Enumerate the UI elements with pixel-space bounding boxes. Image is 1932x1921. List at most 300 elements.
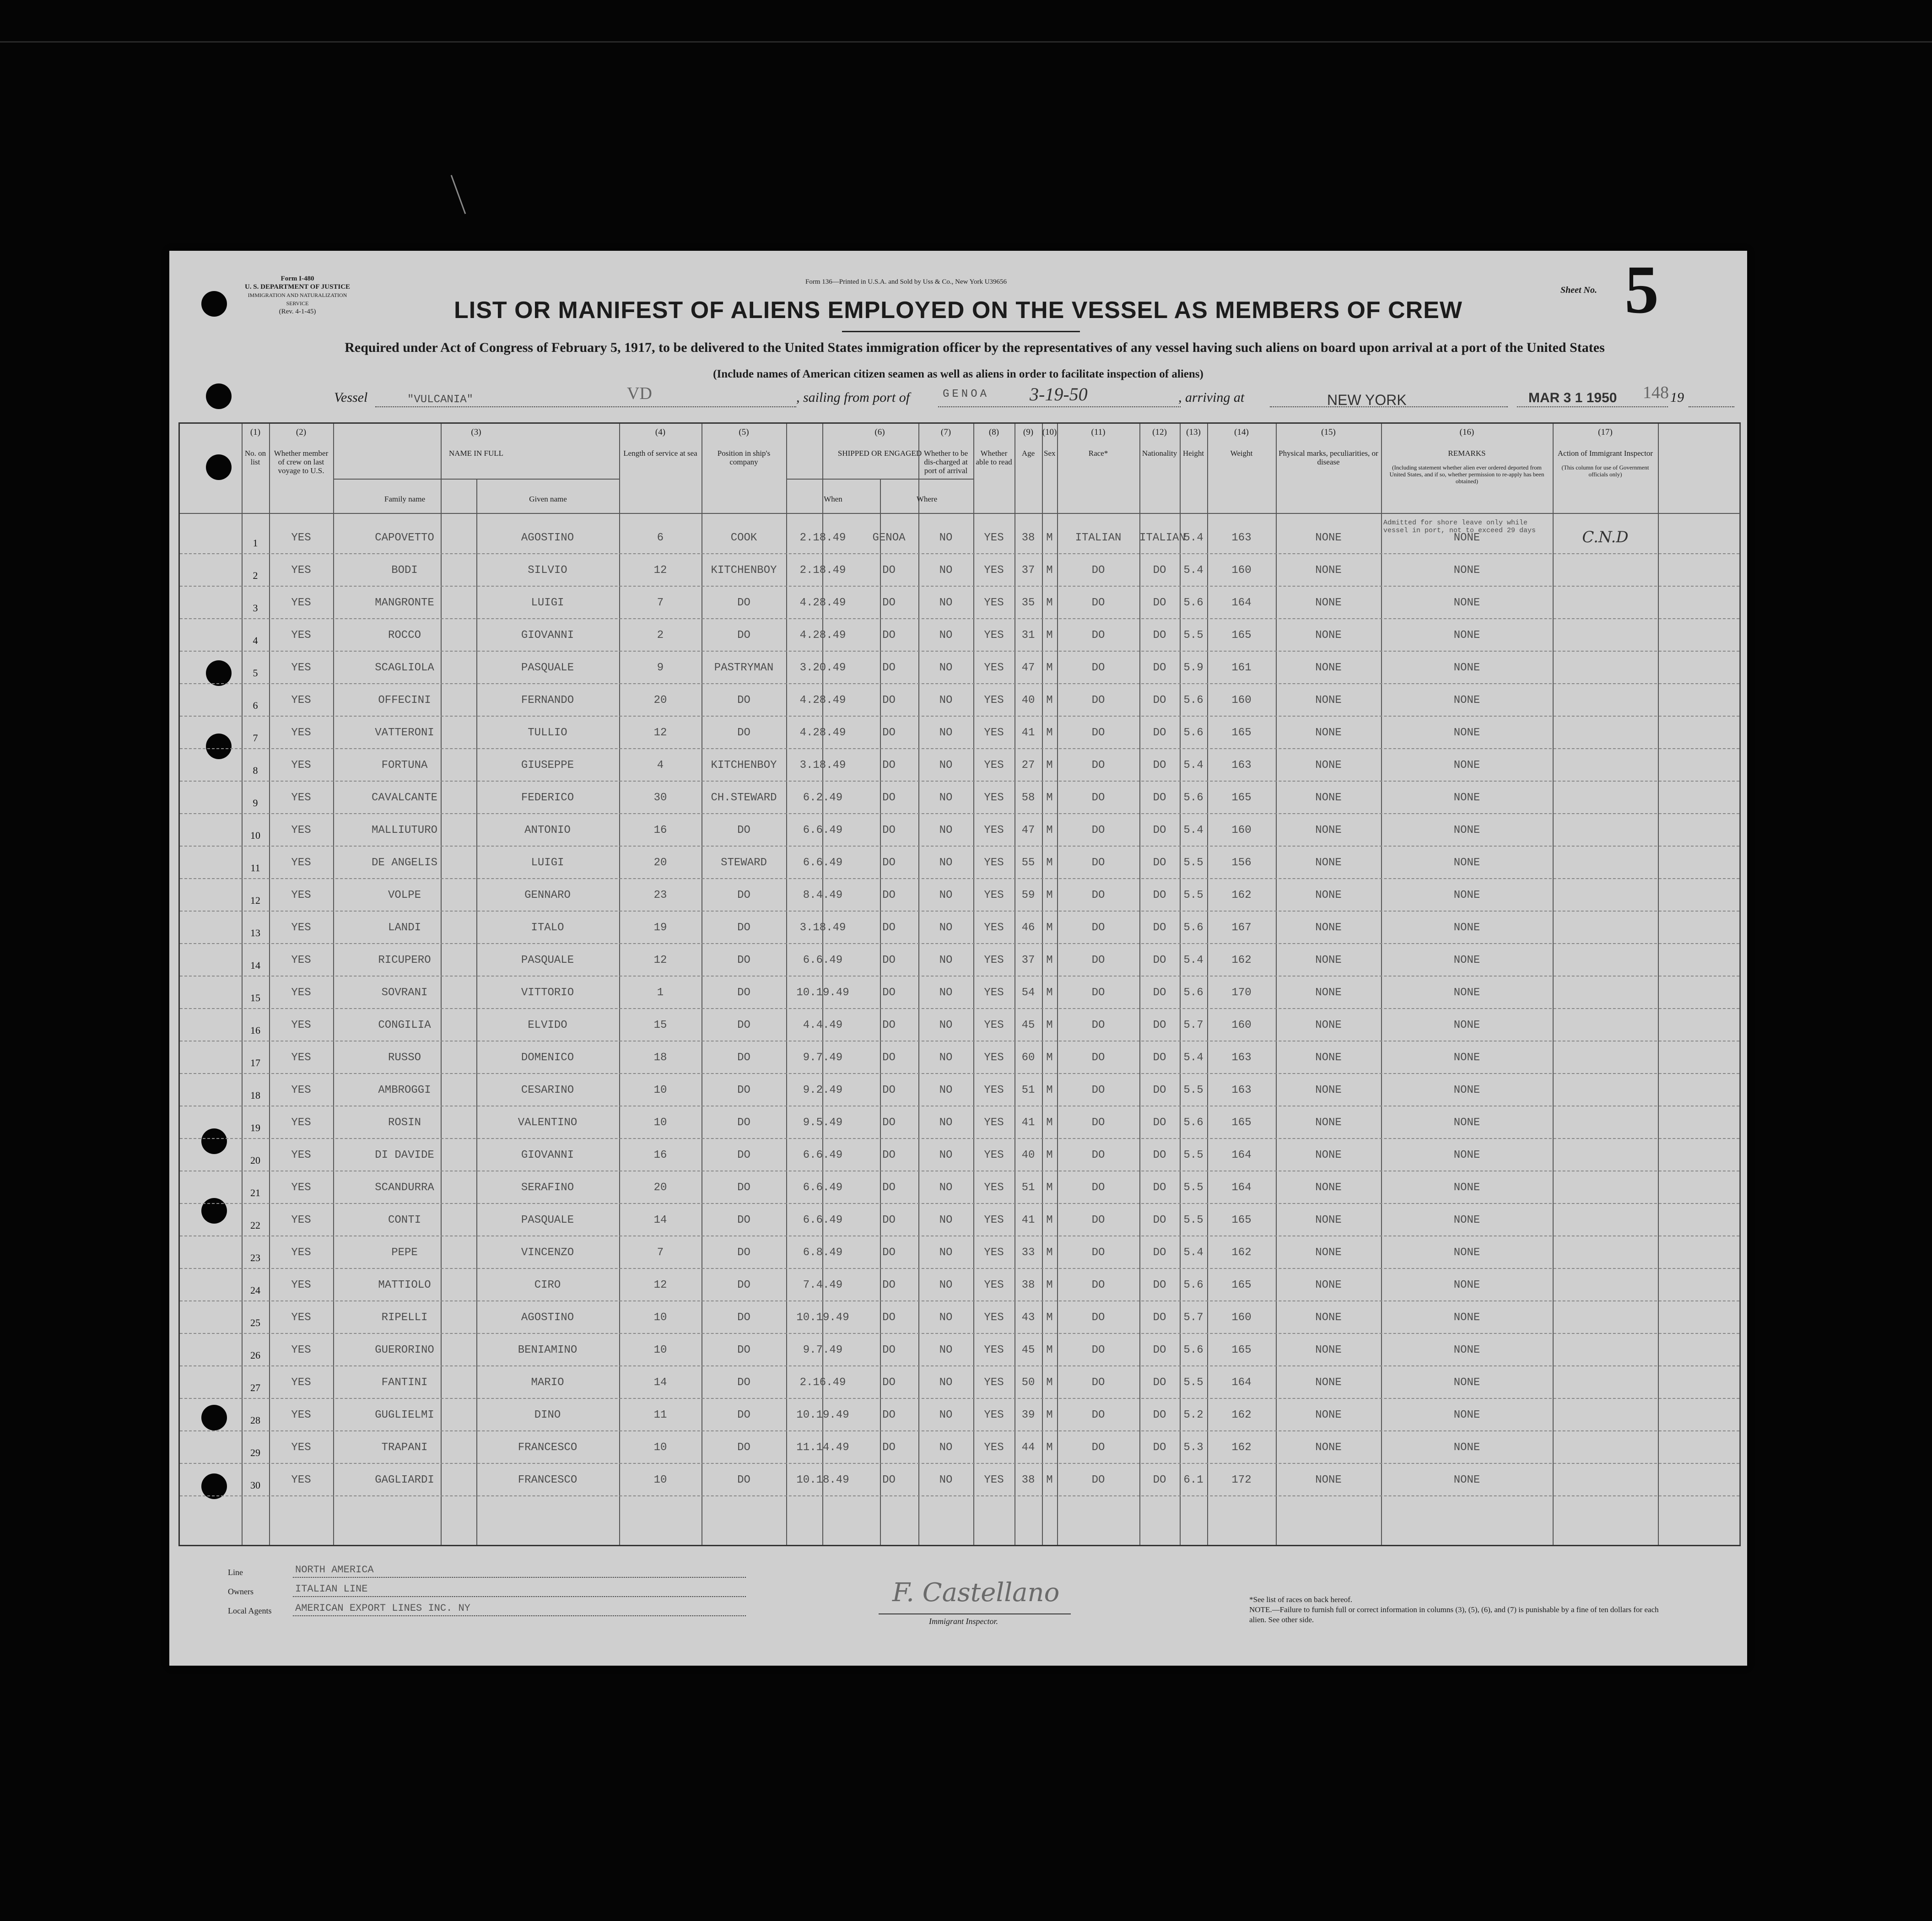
cell-height: 5.5 — [1183, 889, 1203, 901]
cell-prev: YES — [291, 889, 311, 901]
cell-race: DO — [1091, 694, 1105, 707]
cell-remarks: NONE — [1453, 1279, 1480, 1291]
cell-disch: NO — [939, 532, 953, 544]
cell-family: MATTIOLO — [378, 1279, 431, 1291]
column-number: (15) — [1321, 427, 1336, 437]
page-number: 148 — [1643, 383, 1669, 402]
cell-given: LUIGI — [531, 857, 564, 869]
cell-nat: DO — [1153, 759, 1166, 772]
cell-when: 11.14.49 — [796, 1441, 849, 1454]
cell-weight: 165 — [1231, 727, 1252, 739]
cell-nat: DO — [1153, 1214, 1166, 1226]
cell-sex: M — [1046, 694, 1053, 707]
cell-marks: NONE — [1315, 792, 1342, 804]
cell-prev: YES — [291, 662, 311, 674]
cell-position: DO — [737, 1279, 750, 1291]
cell-age: 50 — [1021, 1376, 1035, 1389]
column-header: Length of service at sea — [623, 449, 697, 458]
cell-remarks: NONE — [1453, 597, 1480, 609]
cell-no: 8 — [253, 765, 258, 776]
cell-given: BENIAMINO — [518, 1344, 577, 1356]
cell-remarks: NONE — [1453, 694, 1480, 707]
cell-read: YES — [984, 954, 1004, 966]
cell-sex: M — [1046, 1084, 1053, 1096]
cell-race: DO — [1091, 792, 1105, 804]
cell-sex: M — [1046, 792, 1053, 804]
cell-where: DO — [882, 1117, 896, 1129]
cell-position: DO — [737, 889, 750, 901]
cell-family: DE ANGELIS — [371, 857, 438, 869]
cell-age: 33 — [1021, 1246, 1035, 1259]
cell-age: 45 — [1021, 1019, 1035, 1031]
cell-nat: DO — [1153, 1409, 1166, 1421]
cell-sex: M — [1046, 629, 1053, 642]
cell-height: 5.4 — [1183, 564, 1203, 577]
cell-remarks: NONE — [1453, 1441, 1480, 1454]
cell-no: 6 — [253, 700, 258, 711]
cell-nat: DO — [1153, 824, 1166, 836]
cell-service: 10 — [653, 1117, 667, 1129]
cell-race: DO — [1091, 824, 1105, 836]
cell-where: DO — [882, 1149, 896, 1161]
cell-disch: NO — [939, 1182, 953, 1194]
cell-disch: NO — [939, 857, 953, 869]
cell-height: 5.7 — [1183, 1311, 1203, 1324]
cell-sex: M — [1046, 1376, 1053, 1389]
column-number: (7) — [940, 427, 951, 437]
cell-sex: M — [1046, 889, 1053, 901]
cell-disch: NO — [939, 1019, 953, 1031]
initials-mark: VD — [627, 384, 652, 403]
cell-age: 38 — [1021, 1474, 1035, 1486]
cell-where: DO — [882, 1246, 896, 1259]
cell-given: DINO — [534, 1409, 561, 1421]
cell-height: 5.6 — [1183, 987, 1203, 999]
cell-age: 27 — [1021, 759, 1035, 772]
cell-read: YES — [984, 759, 1004, 772]
cell-read: YES — [984, 694, 1004, 707]
cell-when: 9.7.49 — [803, 1052, 843, 1064]
cell-given: FEDERICO — [521, 792, 574, 804]
cell-sex: M — [1046, 1246, 1053, 1259]
cell-service: 7 — [657, 597, 664, 609]
cell-weight: 167 — [1231, 922, 1252, 934]
cell-sex: M — [1046, 1279, 1053, 1291]
cell-race: DO — [1091, 727, 1105, 739]
cell-nat: DO — [1153, 1246, 1166, 1259]
cell-height: 5.5 — [1183, 629, 1203, 642]
cell-sex: M — [1046, 1474, 1053, 1486]
cell-race: DO — [1091, 1214, 1105, 1226]
cell-age: 51 — [1021, 1084, 1035, 1096]
sheet-number: 5 — [1624, 252, 1659, 328]
crew-table — [178, 422, 1741, 1546]
cell-age: 58 — [1021, 792, 1035, 804]
cell-marks: NONE — [1315, 1279, 1342, 1291]
cell-sex: M — [1046, 1344, 1053, 1356]
cell-when: 2.18.49 — [799, 532, 846, 544]
cell-prev: YES — [291, 1149, 311, 1161]
cell-where: DO — [882, 824, 896, 836]
cell-position: DO — [737, 954, 750, 966]
cell-family: MALLIUTURO — [371, 824, 438, 836]
cell-weight: 164 — [1231, 1149, 1252, 1161]
cell-age: 40 — [1021, 694, 1035, 707]
cell-weight: 164 — [1231, 1182, 1252, 1194]
cell-weight: 160 — [1231, 694, 1252, 707]
cell-service: 16 — [653, 824, 667, 836]
cell-sex: M — [1046, 759, 1053, 772]
cell-family: GUGLIELMI — [375, 1409, 434, 1421]
cell-weight: 165 — [1231, 1117, 1252, 1129]
cell-no: 3 — [253, 602, 258, 614]
cell-family: TRAPANI — [381, 1441, 428, 1454]
cell-when: 6.6.49 — [803, 824, 843, 836]
cell-where: DO — [882, 1311, 896, 1324]
cell-weight: 162 — [1231, 954, 1252, 966]
cell-position: DO — [737, 1246, 750, 1259]
cell-weight: 162 — [1231, 1246, 1252, 1259]
arrival-port: NEW YORK — [1327, 392, 1407, 408]
cell-when: 7.4.49 — [803, 1279, 843, 1291]
cell-age: 51 — [1021, 1182, 1035, 1194]
cell-when: 10.19.49 — [796, 1409, 849, 1421]
cell-service: 20 — [653, 1182, 667, 1194]
cell-weight: 165 — [1231, 792, 1252, 804]
cell-position: DO — [737, 987, 750, 999]
cell-no: 2 — [253, 570, 258, 581]
film-edge — [0, 41, 1932, 43]
cell-read: YES — [984, 629, 1004, 642]
cell-marks: NONE — [1315, 1214, 1342, 1226]
column-number: (11) — [1091, 427, 1106, 437]
column-header: Whether to be dis-charged at port of arrival — [923, 449, 968, 475]
cell-prev: YES — [291, 922, 311, 934]
owners-value: ITALIAN LINE — [295, 1583, 368, 1595]
cell-age: 60 — [1021, 1052, 1035, 1064]
department: U. S. DEPARTMENT OF JUSTICE — [244, 283, 351, 291]
cell-no: 11 — [250, 862, 260, 874]
cell-marks: NONE — [1315, 1409, 1342, 1421]
cell-family: BODI — [391, 564, 418, 577]
cell-where: DO — [882, 1409, 896, 1421]
cell-prev: YES — [291, 532, 311, 544]
cell-given: FRANCESCO — [518, 1441, 577, 1454]
column-header: Position in ship's company — [717, 449, 771, 466]
cell-race: ITALIAN — [1075, 532, 1122, 544]
cell-marks: NONE — [1315, 597, 1342, 609]
cell-no: 19 — [250, 1122, 260, 1133]
cell-no: 29 — [250, 1447, 260, 1458]
cell-prev: YES — [291, 824, 311, 836]
cell-height: 5.5 — [1183, 1214, 1203, 1226]
cell-age: 37 — [1021, 564, 1035, 577]
cell-prev: YES — [291, 1214, 311, 1226]
cell-height: 5.6 — [1183, 727, 1203, 739]
cell-where: DO — [882, 597, 896, 609]
cell-when: 4.28.49 — [799, 629, 846, 642]
cell-age: 37 — [1021, 954, 1035, 966]
cell-read: YES — [984, 987, 1004, 999]
cell-sex: M — [1046, 987, 1053, 999]
inspector-action: C.N.D — [1582, 528, 1629, 546]
cell-nat: DO — [1153, 1441, 1166, 1454]
date-dotline — [1517, 406, 1668, 407]
cell-marks: NONE — [1315, 824, 1342, 836]
column-number: (1) — [250, 427, 261, 437]
cell-service: 16 — [653, 1149, 667, 1161]
cell-remarks: NONE — [1453, 1084, 1480, 1096]
cell-race: DO — [1091, 662, 1105, 674]
cell-no: 14 — [250, 960, 260, 971]
cell-race: DO — [1091, 1474, 1105, 1486]
cell-marks: NONE — [1315, 694, 1342, 707]
cell-given: VALENTINO — [518, 1117, 577, 1129]
column-header: Nationality — [1142, 449, 1177, 458]
cell-family: FANTINI — [381, 1376, 428, 1389]
cell-height: 5.6 — [1183, 1117, 1203, 1129]
arrival-date-stamp: MAR 3 1 1950 — [1528, 390, 1617, 405]
cell-weight: 163 — [1231, 1084, 1252, 1096]
cell-family: FORTUNA — [381, 759, 428, 772]
cell-no: 20 — [250, 1155, 260, 1166]
column-number: (6) — [874, 427, 885, 437]
cell-height: 5.5 — [1183, 857, 1203, 869]
cell-service: 4 — [657, 759, 664, 772]
cell-height: 5.4 — [1183, 759, 1203, 772]
cell-read: YES — [984, 1019, 1004, 1031]
cell-when: 10.19.49 — [796, 1311, 849, 1324]
cell-when: 3.18.49 — [799, 759, 846, 772]
cell-nat: DO — [1153, 564, 1166, 577]
cell-given: GIOVANNI — [521, 629, 574, 642]
cell-position: DO — [737, 1019, 750, 1031]
cell-remarks: NONE — [1453, 792, 1480, 804]
cell-read: YES — [984, 662, 1004, 674]
cell-remarks: NONE — [1453, 532, 1480, 544]
cell-remarks: NONE — [1453, 824, 1480, 836]
cell-prev: YES — [291, 1084, 311, 1096]
cell-marks: NONE — [1315, 1311, 1342, 1324]
cell-remarks: NONE — [1453, 1182, 1480, 1194]
cell-marks: NONE — [1315, 1376, 1342, 1389]
cell-family: MANGRONTE — [375, 597, 434, 609]
cell-given: PASQUALE — [521, 662, 574, 674]
cell-prev: YES — [291, 792, 311, 804]
cell-prev: YES — [291, 857, 311, 869]
cell-prev: YES — [291, 694, 311, 707]
agents-value: AMERICAN EXPORT LINES INC. NY — [295, 1603, 470, 1614]
cell-marks: NONE — [1315, 857, 1342, 869]
cell-prev: YES — [291, 1344, 311, 1356]
column-header: NAME IN FULL — [449, 449, 503, 458]
cell-where: DO — [882, 1052, 896, 1064]
cell-remarks: NONE — [1453, 1214, 1480, 1226]
cell-no: 13 — [250, 927, 260, 939]
cell-weight: 172 — [1231, 1474, 1252, 1486]
cell-height: 5.7 — [1183, 1019, 1203, 1031]
subcolumn-header: Where — [916, 495, 938, 503]
cell-read: YES — [984, 857, 1004, 869]
cell-marks: NONE — [1315, 532, 1342, 544]
cell-service: 20 — [653, 857, 667, 869]
cell-service: 7 — [657, 1246, 664, 1259]
cell-sex: M — [1046, 1441, 1053, 1454]
service: IMMIGRATION AND NATURALIZATION SERVICE — [248, 292, 347, 307]
cell-remarks: NONE — [1453, 759, 1480, 772]
cell-disch: NO — [939, 1279, 953, 1291]
cell-family: RICUPERO — [378, 954, 431, 966]
cell-height: 5.6 — [1183, 792, 1203, 804]
cell-sex: M — [1046, 662, 1053, 674]
requirement-text: Required under Act of Congress of February 5, 1917, to be delivered to the United States immigration officer by the representatives of any vessel having such aliens on board upon arrival at a port of the United States — [345, 340, 1605, 355]
cell-service: 12 — [653, 727, 667, 739]
cell-where: DO — [882, 1474, 896, 1486]
cell-weight: 160 — [1231, 824, 1252, 836]
line-dotline — [293, 1577, 746, 1578]
cell-nat: DO — [1153, 792, 1166, 804]
cell-where: DO — [882, 1084, 896, 1096]
cell-read: YES — [984, 1117, 1004, 1129]
cell-nat: DO — [1153, 597, 1166, 609]
cell-weight: 165 — [1231, 629, 1252, 642]
cell-position: KITCHENBOY — [711, 759, 777, 772]
cell-read: YES — [984, 1474, 1004, 1486]
column-header: Physical marks, peculiarities, or disease — [1279, 449, 1378, 466]
cell-marks: NONE — [1315, 987, 1342, 999]
cell-given: SILVIO — [528, 564, 567, 577]
cell-height: 5.6 — [1183, 1344, 1203, 1356]
column-subnote: (This column for use of Government officials only) — [1561, 464, 1649, 478]
cell-given: ANTONIO — [524, 824, 571, 836]
cell-read: YES — [984, 1214, 1004, 1226]
punch-hole — [206, 383, 232, 409]
cell-position: DO — [737, 1311, 750, 1324]
cell-race: DO — [1091, 922, 1105, 934]
cell-weight: 165 — [1231, 1214, 1252, 1226]
cell-disch: NO — [939, 1474, 953, 1486]
cell-age: 40 — [1021, 1149, 1035, 1161]
cell-position: STEWARD — [721, 857, 767, 869]
cell-disch: NO — [939, 1052, 953, 1064]
cell-where: DO — [882, 792, 896, 804]
cell-remarks: NONE — [1453, 1117, 1480, 1129]
cell-given: AGOSTINO — [521, 1311, 574, 1324]
cell-nat: DO — [1153, 1084, 1166, 1096]
cell-race: DO — [1091, 759, 1105, 772]
cell-family: RIPELLI — [381, 1311, 428, 1324]
cell-height: 5.4 — [1183, 1246, 1203, 1259]
cell-race: DO — [1091, 564, 1105, 577]
cell-service: 23 — [653, 889, 667, 901]
cell-given: VINCENZO — [521, 1246, 574, 1259]
cell-prev: YES — [291, 1182, 311, 1194]
cell-nat: DO — [1153, 987, 1166, 999]
cell-family: SCAGLIOLA — [375, 662, 434, 674]
column-number: (5) — [739, 427, 749, 437]
subcolumn-header: Given name — [529, 495, 567, 503]
cell-nat: DO — [1153, 1019, 1166, 1031]
cell-service: 9 — [657, 662, 664, 674]
cell-family: SOVRANI — [381, 987, 428, 999]
cell-weight: 161 — [1231, 662, 1252, 674]
form-number: Form I-480 — [281, 275, 314, 282]
cell-height: 6.1 — [1183, 1474, 1203, 1486]
cell-remarks: NONE — [1453, 1376, 1480, 1389]
cell-sex: M — [1046, 1117, 1053, 1129]
cell-service: 10 — [653, 1474, 667, 1486]
cell-race: DO — [1091, 1149, 1105, 1161]
cell-nat: DO — [1153, 1149, 1166, 1161]
cell-nat: DO — [1153, 922, 1166, 934]
cell-remarks: NONE — [1453, 1474, 1480, 1486]
cell-weight: 165 — [1231, 1344, 1252, 1356]
cell-position: KITCHENBOY — [711, 564, 777, 577]
cell-age: 47 — [1021, 662, 1035, 674]
cell-nat: DO — [1153, 1117, 1166, 1129]
inspector-label: Immigrant Inspector. — [929, 1617, 998, 1626]
title-underline — [842, 331, 1080, 332]
cell-prev: YES — [291, 629, 311, 642]
penalty-note: NOTE.—Failure to furnish full or correct information in columns (3), (5), (6), and (7) is punishable by a fine of ten dollars for each alien. See other side. — [1249, 1605, 1659, 1624]
cell-position: DO — [737, 597, 750, 609]
cell-prev: YES — [291, 987, 311, 999]
cell-position: DO — [737, 922, 750, 934]
cell-marks: NONE — [1315, 1052, 1342, 1064]
column-number: (14) — [1234, 427, 1249, 437]
inspector-signature-line — [879, 1613, 1071, 1614]
cell-no: 17 — [250, 1057, 260, 1068]
cell-read: YES — [984, 1246, 1004, 1259]
cell-age: 41 — [1021, 1117, 1035, 1129]
cell-service: 1 — [657, 987, 664, 999]
cell-weight: 170 — [1231, 987, 1252, 999]
cell-given: DOMENICO — [521, 1052, 574, 1064]
cell-height: 5.5 — [1183, 1149, 1203, 1161]
column-number: (12) — [1152, 427, 1167, 437]
cell-nat: DO — [1153, 1344, 1166, 1356]
cell-weight: 160 — [1231, 564, 1252, 577]
cell-sex: M — [1046, 954, 1053, 966]
cell-read: YES — [984, 564, 1004, 577]
column-header: No. on list — [244, 449, 266, 466]
cell-no: 5 — [253, 667, 258, 679]
column-number: (9) — [1023, 427, 1034, 437]
cell-family: CAPOVETTO — [375, 532, 434, 544]
column-number: (16) — [1459, 427, 1474, 437]
cell-remarks: NONE — [1453, 1149, 1480, 1161]
vessel-name: "VULCANIA" — [407, 394, 474, 406]
cell-when: 2.18.49 — [799, 564, 846, 577]
cell-service: 15 — [653, 1019, 667, 1031]
cell-given: CIRO — [534, 1279, 561, 1291]
cell-height: 5.4 — [1183, 954, 1203, 966]
cell-sex: M — [1046, 1409, 1053, 1421]
footnote — [1249, 1595, 1670, 1625]
cell-height: 5.4 — [1183, 532, 1203, 544]
cell-disch: NO — [939, 564, 953, 577]
cell-age: 59 — [1021, 889, 1035, 901]
cell-weight: 160 — [1231, 1311, 1252, 1324]
cell-where: DO — [882, 694, 896, 707]
cell-height: 5.9 — [1183, 662, 1203, 674]
cell-marks: NONE — [1315, 1474, 1342, 1486]
cell-disch: NO — [939, 1441, 953, 1454]
cell-sex: M — [1046, 922, 1053, 934]
column-header: Sex — [1044, 449, 1056, 458]
cell-family: SCANDURRA — [375, 1182, 434, 1194]
cell-no: 22 — [250, 1220, 260, 1231]
